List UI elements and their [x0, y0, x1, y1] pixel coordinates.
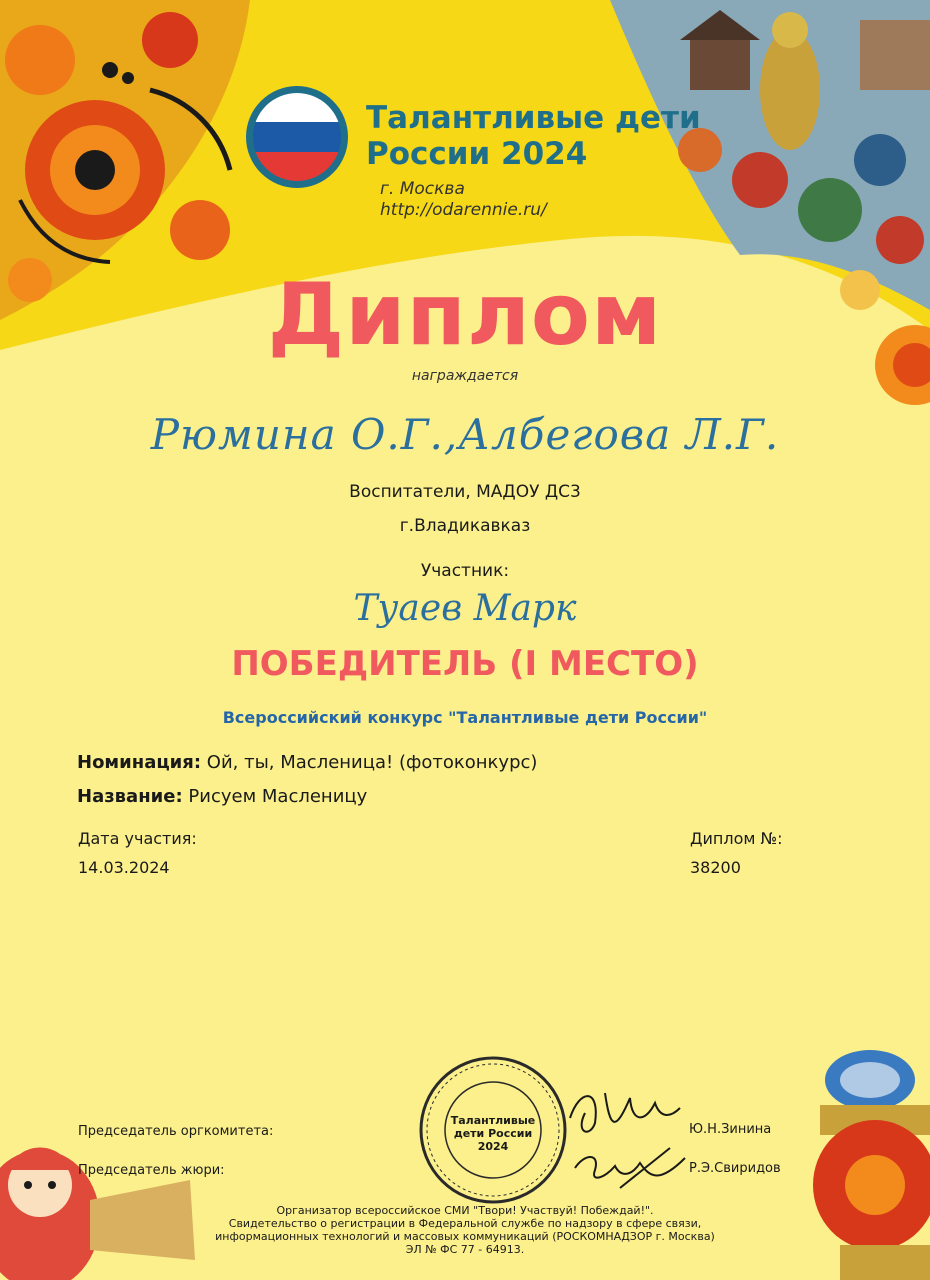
- jury-chair-label: Председатель жюри:: [78, 1163, 225, 1178]
- recipient-city: г.Владикавказ: [399, 516, 531, 536]
- org-chair-label: Председатель оргкомитета:: [78, 1124, 274, 1139]
- nomination-row: [77, 752, 537, 773]
- participant-label: Участник:: [420, 561, 510, 581]
- brand-line-2: России 2024: [366, 136, 588, 172]
- brand-city: г. Москва: [380, 179, 465, 199]
- recipient-names: Рюмина О.Г.,Албегова Л.Г.: [150, 410, 780, 459]
- work-name-label: Название:: [77, 786, 183, 807]
- org-chair-name: Ю.Н.Зинина: [689, 1122, 772, 1137]
- footer-line-3: информационных технологий и массовых коммуникаций (РОСКОМНАДЗОР г. Москва): [215, 1230, 715, 1243]
- work-name-row: [77, 786, 367, 807]
- work-name-value: Рисуем Масленицу: [188, 786, 368, 807]
- diploma-number-label: Диплом №:: [690, 829, 783, 848]
- awarded-caption: награждается: [411, 368, 519, 384]
- russia-flag-logo: [244, 84, 350, 190]
- organizer-footer: [180, 1204, 750, 1256]
- stamp-text: [418, 1114, 568, 1153]
- contest-name: Всероссийский конкурс "Талантливые дети России": [222, 708, 708, 727]
- stamp-line-3: 2024: [477, 1140, 509, 1153]
- diploma-title: Диплом: [267, 265, 663, 365]
- jury-chair-name: Р.Э.Свиридов: [689, 1161, 781, 1176]
- diploma-number-value: 38200: [690, 858, 741, 877]
- stamp-line-2: дети России: [453, 1127, 533, 1140]
- recipient-position: Воспитатели, МАДОУ ДС3: [349, 482, 581, 502]
- footer-line-1: Организатор всероссийское СМИ "Твори! Участвуй! Побеждай!".: [276, 1204, 654, 1217]
- nomination-value: Ой, ты, Масленица! (фотоконкурс): [206, 752, 538, 773]
- brand-name: [366, 100, 701, 172]
- brand-site-link[interactable]: http://odarennie.ru/: [380, 200, 547, 220]
- footer-line-4: ЭЛ № ФС 77 - 64913.: [405, 1243, 525, 1256]
- stamp-line-1: Талантливые: [450, 1114, 536, 1127]
- brand-line-1: Талантливые дети: [366, 100, 701, 136]
- result-place: ПОБЕДИТЕЛЬ (I МЕСТО): [231, 644, 699, 684]
- participant-name: Туаев Марк: [353, 588, 577, 629]
- handwritten-signatures: [560, 1078, 690, 1193]
- footer-line-2: Свидетельство о регистрации в Федеральной службе по надзору в сфере связи,: [228, 1217, 702, 1230]
- nomination-label: Номинация:: [77, 752, 202, 773]
- date-value: 14.03.2024: [78, 858, 170, 877]
- samovar-ornament-bottom-right: [813, 1050, 930, 1280]
- date-label: Дата участия:: [78, 829, 197, 848]
